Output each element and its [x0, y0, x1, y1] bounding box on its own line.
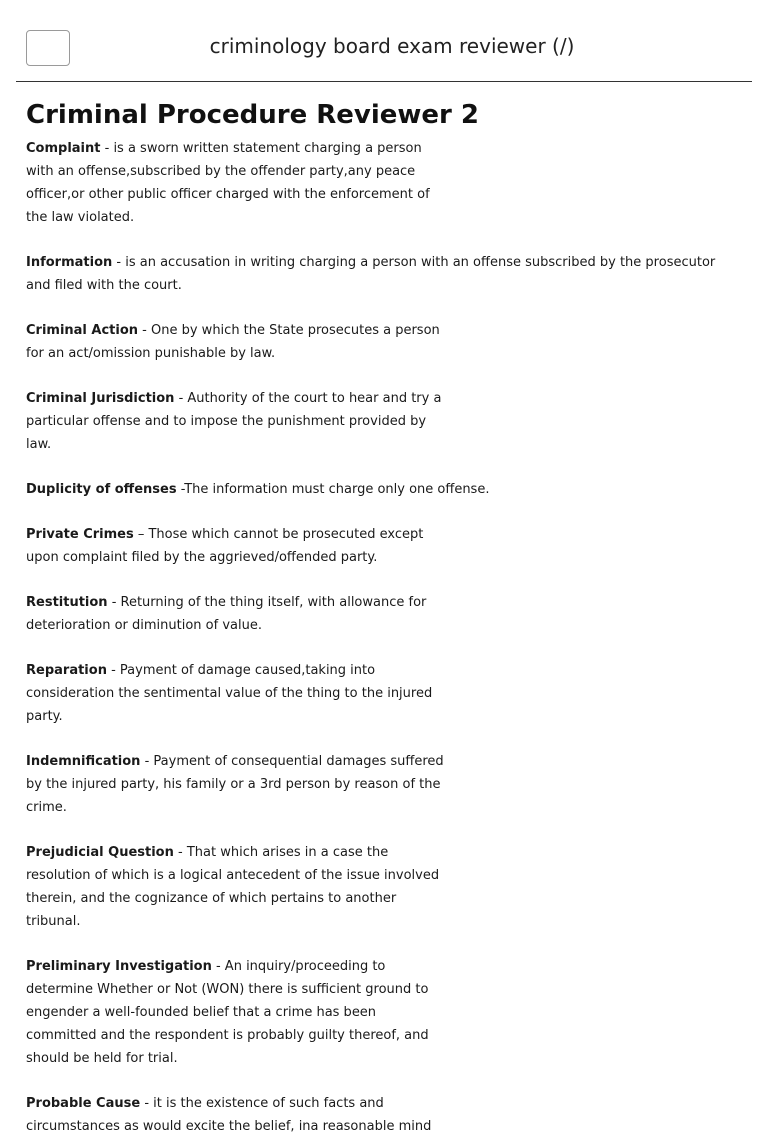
article-content: [0, 99, 768, 1138]
entry-term: Reparation: [26, 663, 107, 678]
entry-term: Prejudicial Question: [26, 845, 174, 860]
entry-criminal-jurisdiction: [26, 387, 446, 456]
entry-term: Restitution: [26, 595, 108, 610]
entry-prejudicial-question: [26, 841, 446, 933]
entry-term: Complaint: [26, 141, 101, 156]
site-header: [16, 0, 752, 82]
entry-private-crimes: [26, 523, 446, 569]
entry-indemnification: [26, 750, 446, 819]
entry-definition: -The information must charge only one offense.: [176, 482, 490, 497]
entry-term: Preliminary Investigation: [26, 959, 212, 974]
entry-definition: - it is the existence of such facts and circumstances as would excite the belief, ina reasonable mind: [26, 1096, 432, 1134]
site-title-link[interactable]: criminology board exam reviewer (/): [209, 34, 575, 58]
entry-term: Probable Cause: [26, 1096, 141, 1111]
entry-term: Duplicity of offenses: [26, 482, 177, 497]
entry-term: Criminal Action: [26, 323, 139, 338]
page-title: Criminal Procedure Reviewer 2: [26, 100, 480, 130]
entry-criminal-action: [26, 319, 446, 365]
entry-definition: - is a sworn written statement charging a person with an offense,subscribed by the offender party,any peace officer,or other public officer charged with the enforcement of the law violated.: [26, 141, 430, 225]
entry-reparation: [26, 659, 446, 728]
entry-definition: – Those which cannot be prosecuted except upon complaint filed by the aggrieved/offended party.: [26, 527, 424, 565]
entry-definition: - is an accusation in writing charging a person with an offense subscribed by the prosecutor and filed with the court.: [26, 255, 716, 293]
entry-definition: - Returning of the thing itself, with allowance for deterioration or diminution of value.: [26, 595, 427, 633]
entry-duplicity-of-offenses: [26, 478, 736, 501]
entry-restitution: [26, 591, 446, 637]
entry-term: Information: [26, 255, 113, 270]
entry-definition: - One by which the State prosecutes a person for an act/omission punishable by law.: [26, 323, 440, 361]
entry-definition: - Authority of the court to hear and try a particular offense and to impose the punishment provided by law.: [26, 391, 442, 452]
entry-term: Criminal Jurisdiction: [26, 391, 175, 406]
entry-probable-cause: [26, 1092, 446, 1138]
entry-definition: - An inquiry/proceeding to determine Whether or Not (WON) there is sufficient ground to engender a well-founded belief that a crime has been committed and the respondent is probably guilty thereof, and should be held for trial.: [26, 959, 429, 1066]
entry-definition: - That which arises in a case the resolution of which is a logical antecedent of the issue involved therein, and the cognizance of which pertains to another tribunal.: [26, 845, 440, 929]
entry-information: [26, 251, 736, 297]
entry-term: Private Crimes: [26, 527, 134, 542]
entry-definition: - Payment of damage caused,taking into consideration the sentimental value of the thing to the injured party.: [26, 663, 433, 724]
entry-term: Indemnification: [26, 754, 141, 769]
entry-preliminary-investigation: [26, 955, 446, 1070]
entry-definition: - Payment of consequential damages suffered by the injured party, his family or a 3rd person by reason of the crime.: [26, 754, 444, 815]
entry-complaint: [26, 137, 446, 229]
